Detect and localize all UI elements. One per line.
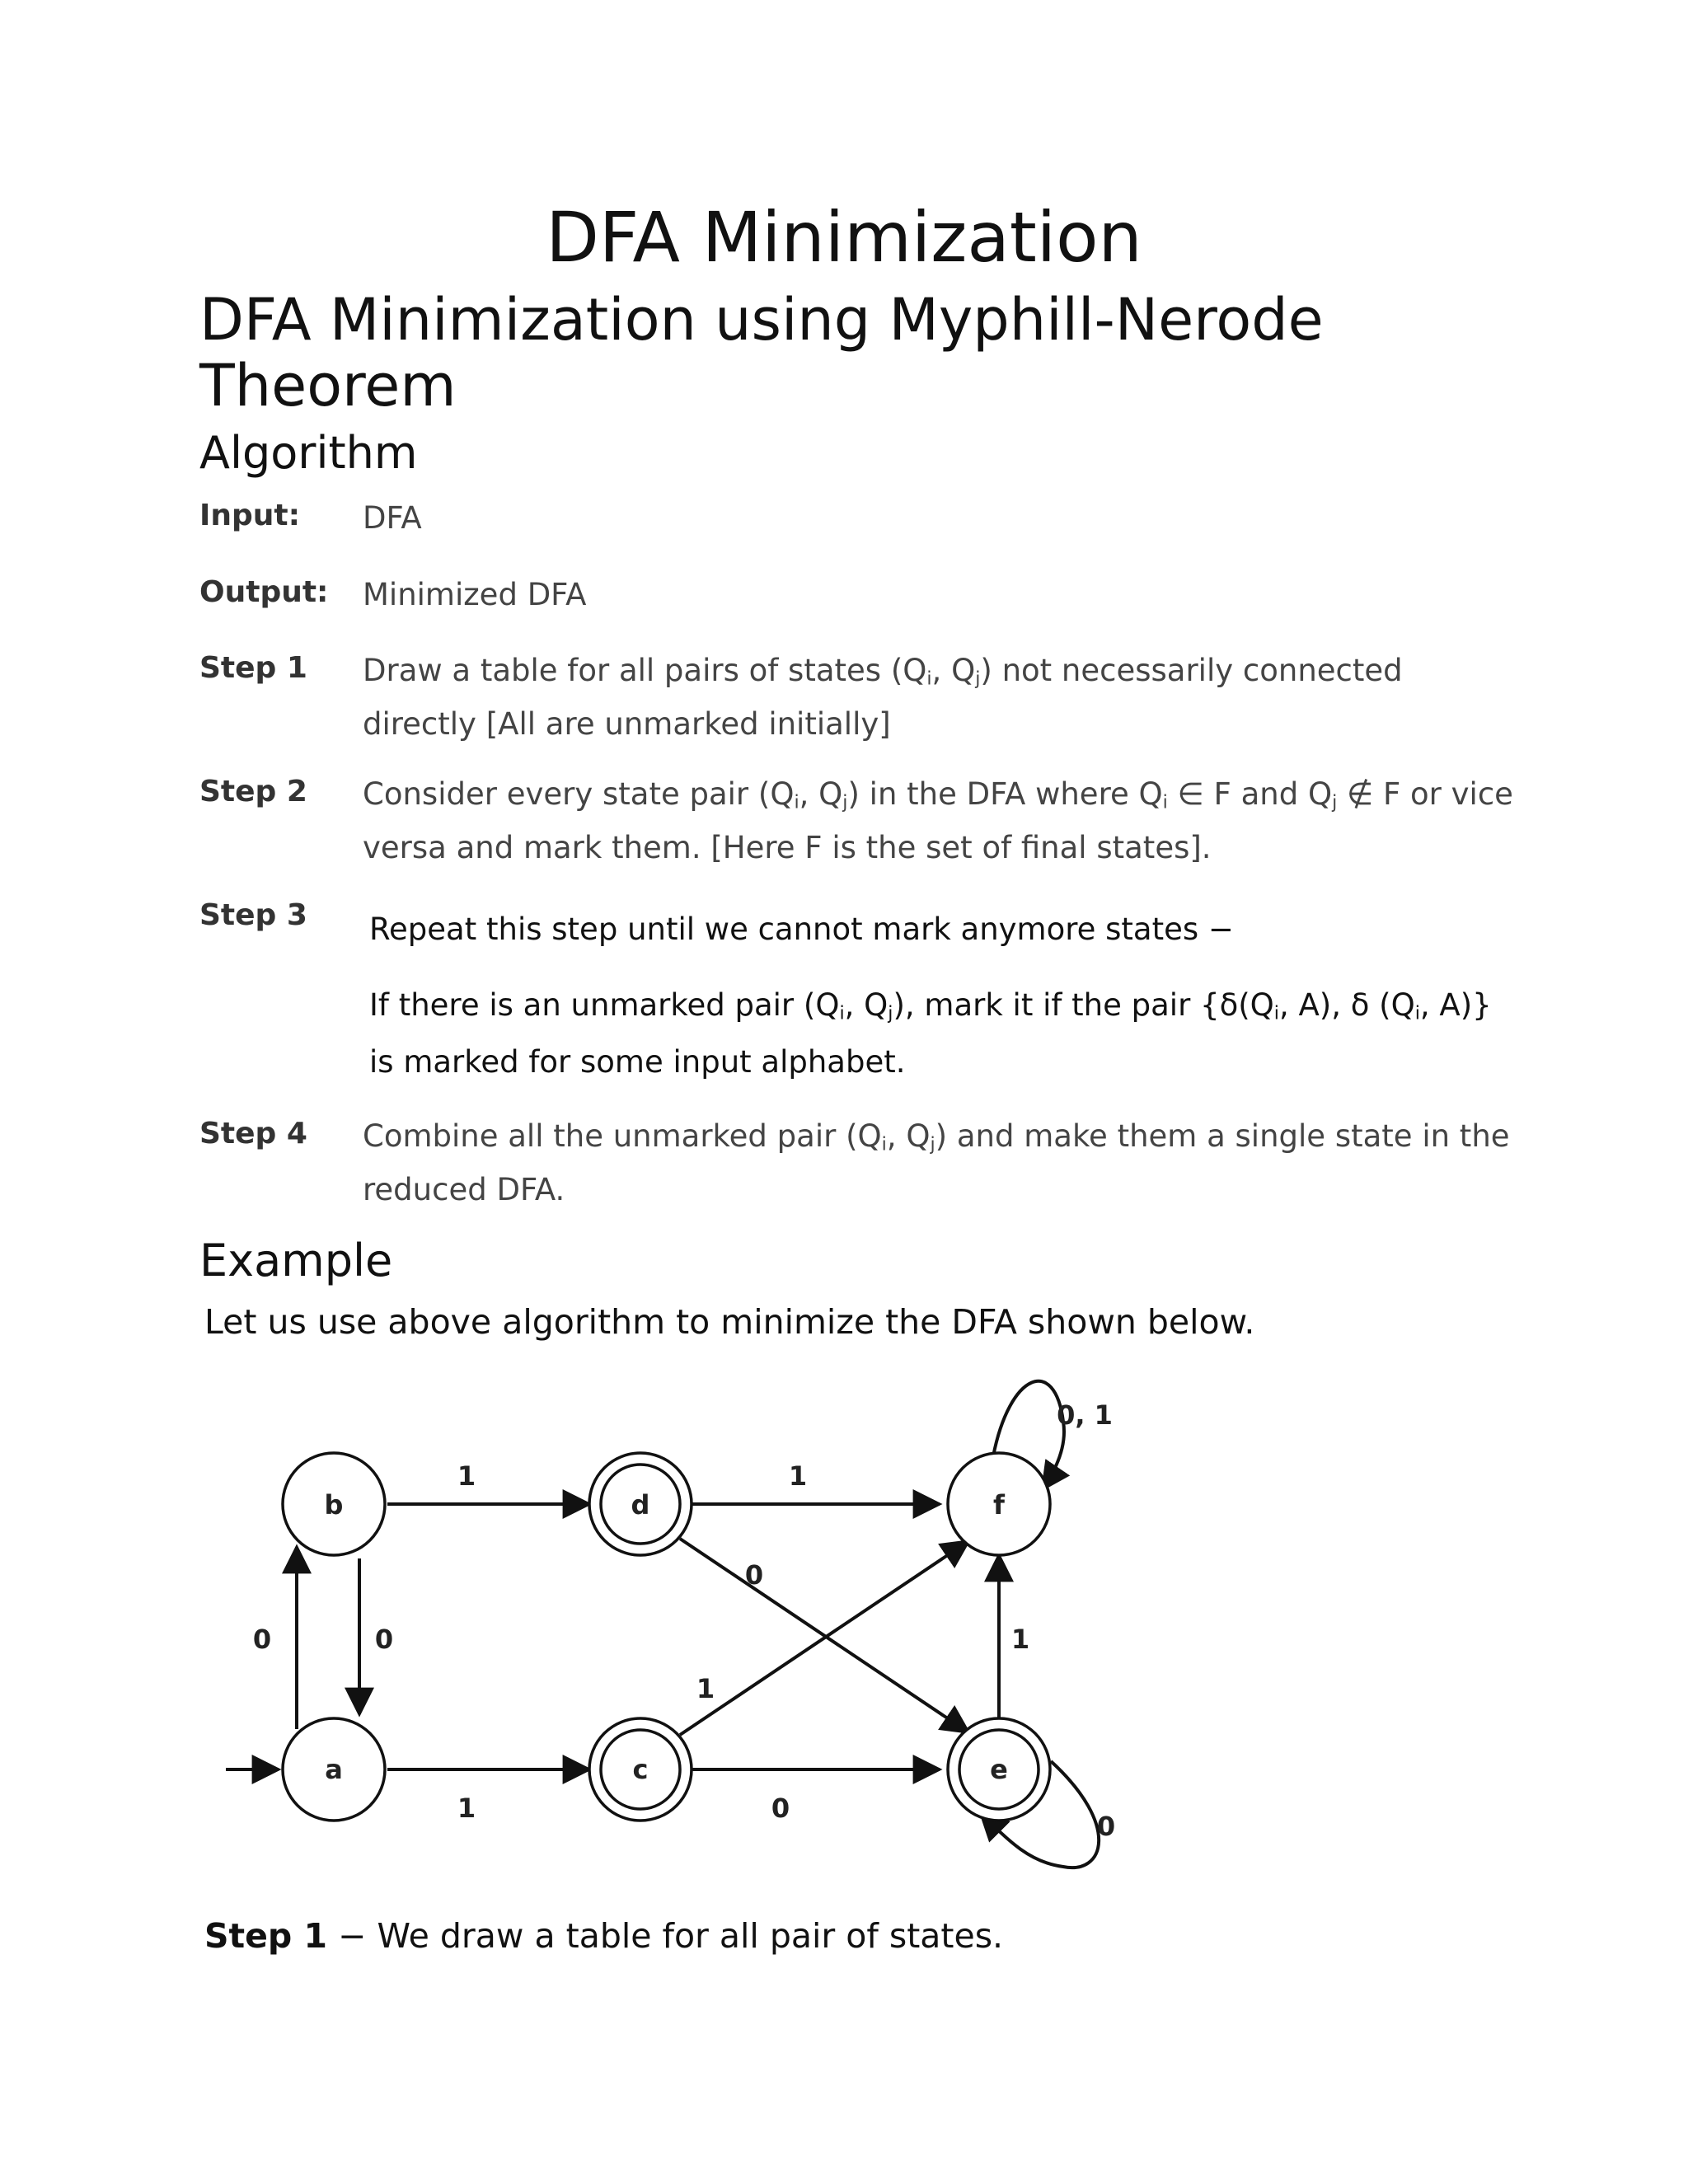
subscript: i <box>881 1133 887 1155</box>
label-b-a: 0 <box>374 1624 394 1655</box>
label-e-loop: 0 <box>1096 1811 1116 1842</box>
step-3-text-b: ), mark it if the pair {δ(Q <box>893 987 1274 1023</box>
subscript: j <box>842 791 848 813</box>
state-f-label: f <box>993 1489 1005 1521</box>
label-a-c: 1 <box>457 1793 476 1824</box>
label-c-e: 0 <box>771 1793 790 1824</box>
step-2-label: Step 2 <box>199 775 307 808</box>
label-d-f: 1 <box>788 1460 808 1492</box>
step-1-text <box>363 648 1517 748</box>
state-e-label: e <box>990 1754 1008 1785</box>
step-3-text <box>369 981 1523 1087</box>
algorithm-heading: Algorithm <box>199 427 418 479</box>
state-a-label: a <box>325 1754 343 1785</box>
step-2-text-b: ) in the DFA where Q <box>847 776 1163 812</box>
example-intro: Let us use above algorithm to minimize the DFA shown below. <box>204 1302 1255 1342</box>
step-2-text <box>363 771 1517 871</box>
step-3-text-a: If there is an unmarked pair (Q <box>369 987 840 1023</box>
step-1-label: Step 1 <box>199 651 307 685</box>
subscript: i <box>1162 791 1168 813</box>
subscript: j <box>930 1133 935 1155</box>
subscript: j <box>1332 791 1338 813</box>
label-d-e: 0 <box>744 1559 764 1591</box>
label-c-f: 1 <box>696 1673 715 1704</box>
bottom-step-text: − We draw a table for all pair of states. <box>327 1916 1004 1956</box>
state-c-label: c <box>632 1754 649 1785</box>
label-a-b: 0 <box>252 1624 272 1655</box>
label-f-loop: 0, 1 <box>1057 1399 1113 1431</box>
subscript: j <box>888 1002 893 1024</box>
dfa-diagram <box>206 1364 1137 1891</box>
step-4-text <box>363 1113 1517 1213</box>
subscript: i <box>1273 1002 1279 1024</box>
state-d-label: d <box>631 1489 650 1521</box>
subscript: j <box>975 668 981 690</box>
label-b-d: 1 <box>457 1460 476 1492</box>
step-2-text-a: Consider every state pair (Q <box>363 776 795 812</box>
example-heading: Example <box>199 1235 393 1286</box>
output-value: Minimized DFA <box>363 577 587 612</box>
input-value: DFA <box>363 500 422 536</box>
label-e-f: 1 <box>1010 1624 1030 1655</box>
section-heading: DFA Minimization using Myphill-Nerode Theorem <box>199 286 1324 419</box>
step-3-text-c: , A), δ (Q <box>1278 987 1415 1023</box>
step-2-comma: , Q <box>799 776 843 812</box>
subscript: i <box>839 1002 845 1024</box>
step-4-comma: , Q <box>886 1118 931 1154</box>
step-4-label: Step 4 <box>199 1117 307 1151</box>
input-label: Input: <box>199 499 301 532</box>
edge-c-f <box>680 1541 968 1735</box>
bottom-step-1 <box>204 1916 1003 1956</box>
step-1-text-b: ) not necessarily connected directly [All are unmarked initially] <box>363 653 1403 743</box>
step-3-comma: , Q <box>844 987 889 1023</box>
step-1-text-a: Draw a table for all pairs of states (Q <box>363 653 927 688</box>
bottom-step-label: Step 1 <box>204 1916 328 1956</box>
edge-d-e <box>680 1539 968 1732</box>
step-2-text-c: ∈ F and Q <box>1167 776 1333 812</box>
output-label: Output: <box>199 575 329 609</box>
step-4-text-a: Combine all the unmarked pair (Q <box>363 1118 882 1154</box>
step-2-text-d: ∉ F or vice versa and mark them. [Here F is the set of final states]. <box>363 776 1513 866</box>
state-b-label: b <box>324 1489 344 1521</box>
subscript: i <box>1414 1002 1420 1024</box>
subscript: i <box>926 668 932 690</box>
step-3-label: Step 3 <box>199 898 307 932</box>
step-3-text-d: , A)} is marked for some input alphabet. <box>369 987 1492 1080</box>
step-4-text-b: ) and make them a single state in the reduced DFA. <box>363 1118 1510 1208</box>
page-title: DFA Minimization <box>546 197 1142 278</box>
step-3-line-1: Repeat this step until we cannot mark anymore states − <box>369 912 1234 947</box>
step-1-comma: , Q <box>931 653 976 688</box>
subscript: i <box>794 791 799 813</box>
